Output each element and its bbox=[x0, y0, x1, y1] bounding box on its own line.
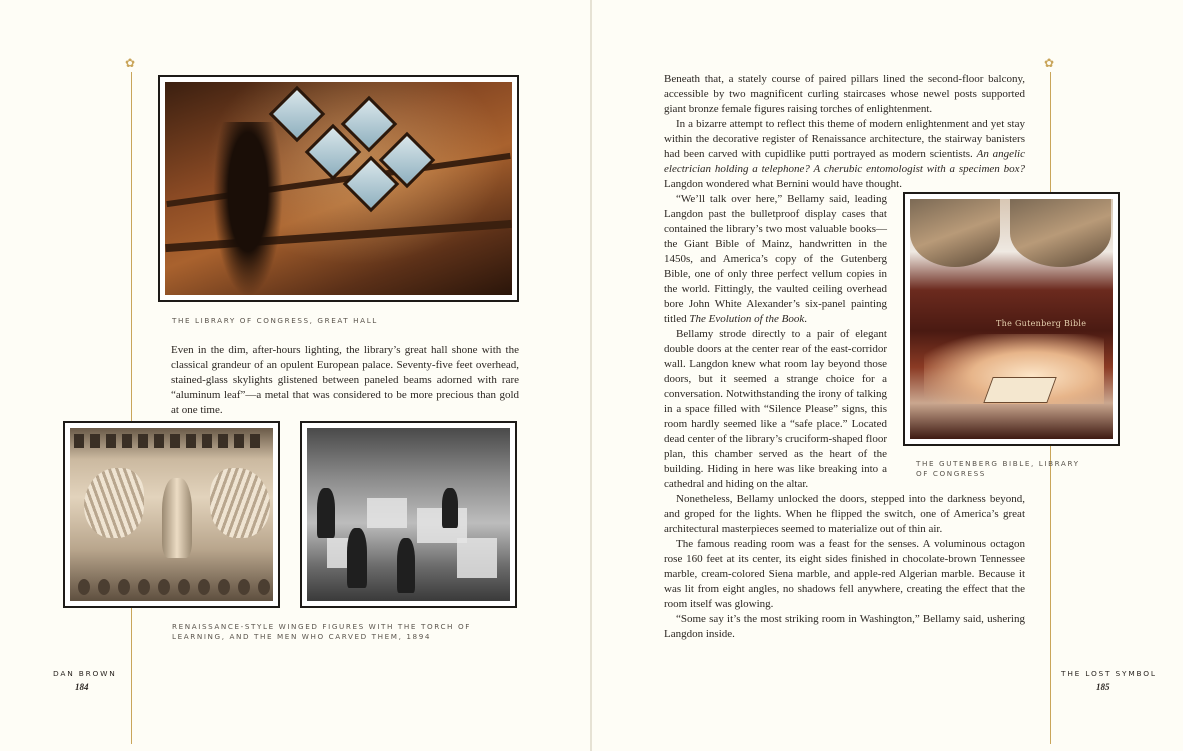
page-number: 185 bbox=[1096, 682, 1110, 692]
photo-winged-figures bbox=[63, 421, 280, 608]
photo-caption: RENAISSANCE-STYLE WINGED FIGURES WITH THE TORCH OF LEARNING, AND THE MEN WHO CARVED THEM, 1894 bbox=[172, 622, 471, 641]
photo-gutenberg-bible bbox=[903, 192, 1120, 446]
running-head: DAN BROWN bbox=[53, 669, 117, 678]
photo-caption: THE LIBRARY OF CONGRESS, GREAT HALL bbox=[172, 316, 378, 325]
photo-stone-carvers bbox=[300, 421, 517, 608]
fleuron-ornament-icon: ✿ bbox=[125, 56, 136, 70]
case-label: The Gutenberg Bible bbox=[996, 319, 1087, 328]
body-text bbox=[664, 492, 1025, 642]
paragraph: “We’ll talk over here,” Bellamy said, leading Langdon past the bulletproof display cases that contained the library’s two most valuable books—the Giant Bible of Mainz, handwritten in the 1450s, and America’s copy of the Gutenberg Bible, one of only three perfect vellum copies in the world. Fittingly, the vaulted ceiling overhead bore John White Alexander’s six-panel painting titled The Evolution of the Book. bbox=[664, 193, 887, 325]
body-text bbox=[664, 72, 1025, 192]
body-text bbox=[171, 343, 519, 418]
paragraph: In a bizarre attempt to reflect this theme of modern enlightenment and yet stay within the decorative register of Renaissance architecture, the stairway banisters had been carved with cupidlike putti portrayed as modern scientists. An angelic electrician holding a telephone? A cherubic entomologist with a specimen box? Langdon wondered what Bernini would have thought. bbox=[664, 118, 1025, 190]
paragraph: “Some say it’s the most striking room in Washington,” Bellamy said, ushering Langdon inside. bbox=[664, 613, 1025, 640]
photo-caption: THE GUTENBERG BIBLE, LIBRARY OF CONGRESS bbox=[916, 459, 1080, 478]
paragraph: Beneath that, a stately course of paired pillars lined the second-floor balcony, accessible by two magnificent curling staircases whose newel posts supported giant bronze female figures raising torches of enlightenment. bbox=[664, 73, 1025, 115]
right-page bbox=[592, 0, 1183, 751]
page-number: 184 bbox=[75, 682, 89, 692]
photo-great-hall bbox=[158, 75, 519, 302]
running-head: THE LOST SYMBOL bbox=[1061, 669, 1157, 678]
left-page bbox=[0, 0, 590, 751]
paragraph: The famous reading room was a feast for the senses. A voluminous octagon rose 160 feet at its center, its eight sides finished in chocolate-brown Tennessee marble, cream-colored Siena marble, and apple-red Algerian marble. Because it was lit from eight angles, no shadows fell anywhere, creating the effect that the room itself was glowing. bbox=[664, 538, 1025, 610]
paragraph: Even in the dim, after-hours lighting, the library’s great hall shone with the classical grandeur of an opulent European palace. Seventy-five feet overhead, stained-glass skylights glistened between paneled beams adorned with rare “aluminum leaf”—a metal that was considered to be more precious than gold at one time. bbox=[171, 344, 519, 416]
body-text-wrapped bbox=[664, 192, 887, 492]
margin-rule bbox=[131, 72, 132, 744]
paragraph: Bellamy strode directly to a pair of elegant double doors at the center rear of the east-corridor wall. Langdon knew what room lay beyond those doors, but it seemed a strange choice for a conversation. Notwithstanding the irony of talking in a space filled with “Silence Please” signs, this room hardly seemed like a “safe place.” Located dead center of the library’s cruciform-shaped floor plan, this chamber served as the heart of the building. Hiding in here was like breaking into a cathedral and hiding on the altar. bbox=[664, 328, 887, 490]
paragraph: Nonetheless, Bellamy unlocked the doors, stepped into the darkness beyond, and groped for the lights. When he flipped the switch, one of America’s great architectural masterpieces seemed to materialize out of thin air. bbox=[664, 493, 1025, 535]
fleuron-ornament-icon: ✿ bbox=[1044, 56, 1055, 70]
